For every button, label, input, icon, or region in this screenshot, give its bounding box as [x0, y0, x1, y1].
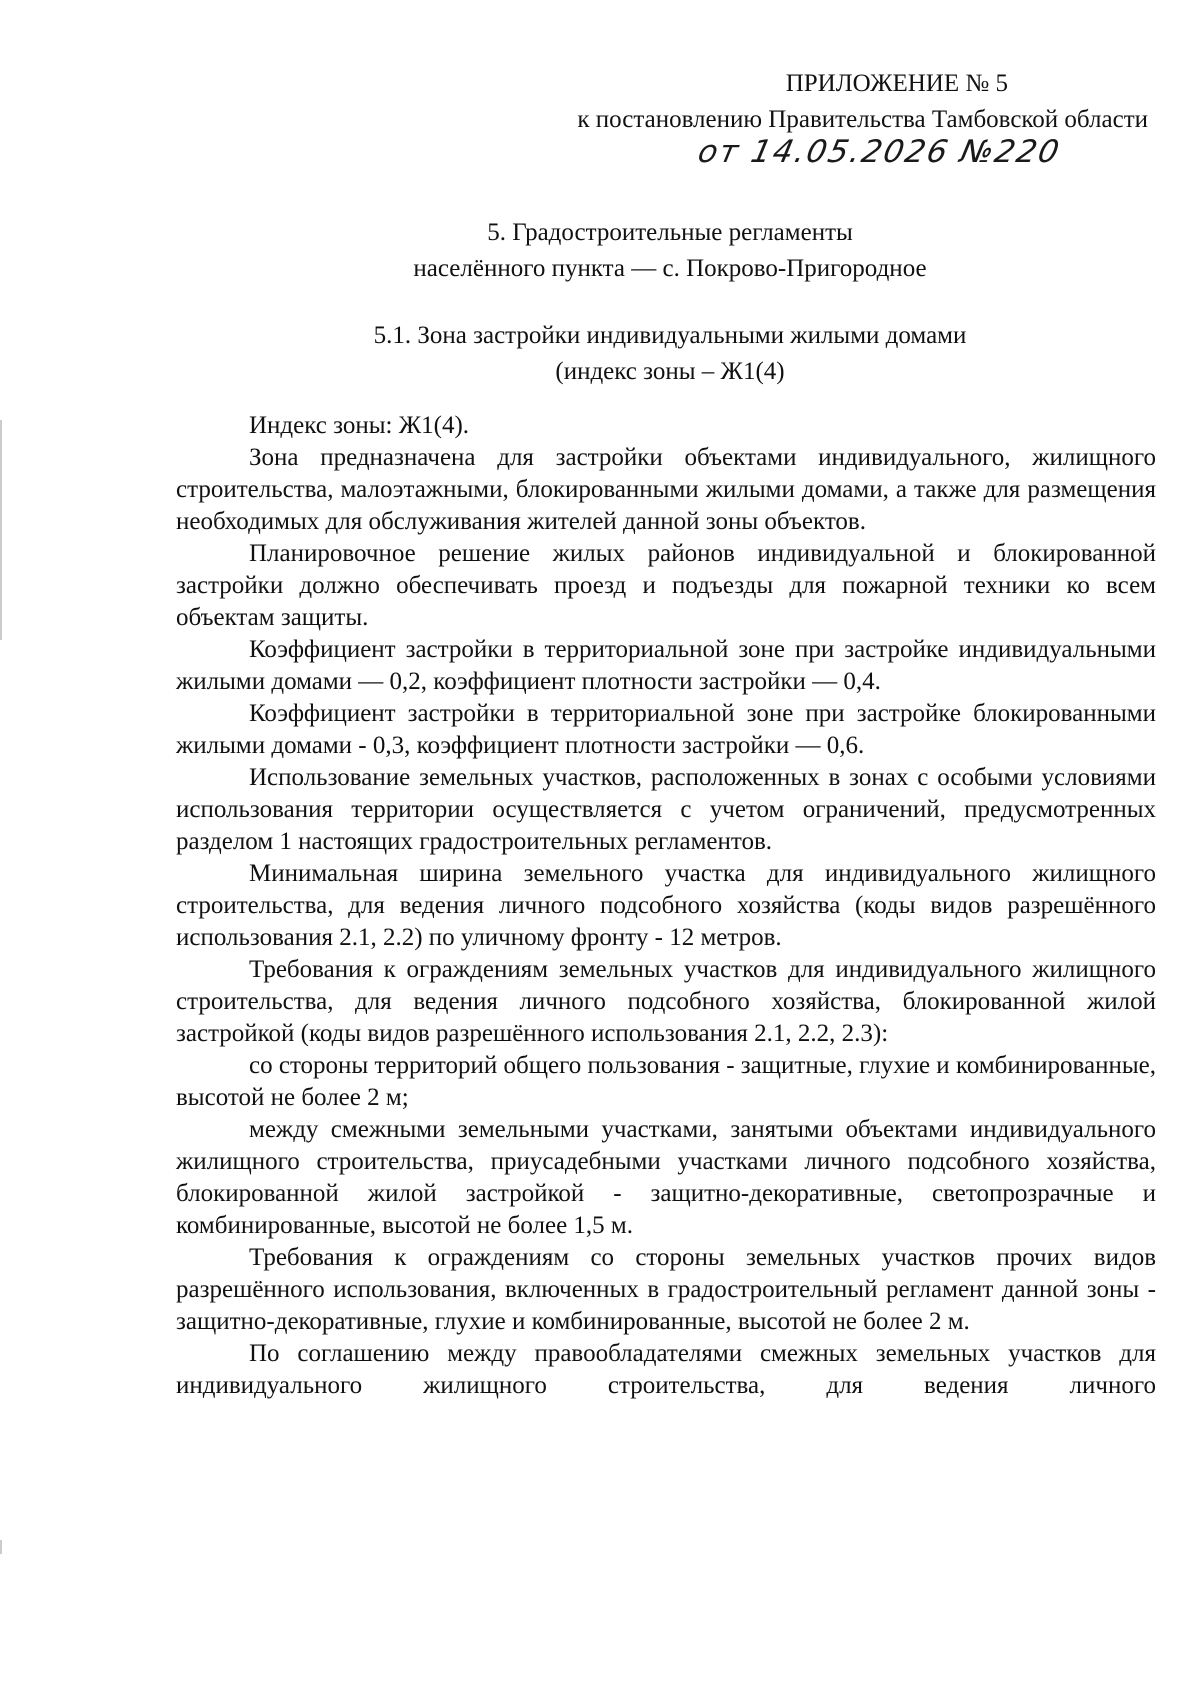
paragraph-fence-requirements: Требования к ограждениям земельных участков для индивидуального жилищного строительства, для ведения личного подсобного хозяйства, блокированной жилой застройкой (коды видов разрешённого использования 2.1, 2.2, 2.3): [176, 956, 1156, 1047]
section-title-line2: населённого пункта — с. Покрово-Пригородное [413, 255, 927, 282]
paragraph-zone-index: Индекс зоны: Ж1(4). [249, 412, 470, 439]
subsection-title-line1: 5.1. Зона застройки индивидуальными жилыми домами [373, 322, 967, 349]
appendix-header [577, 66, 1148, 138]
resolution-reference: к постановлению Правительства Тамбовской области [577, 106, 1148, 133]
paragraph-zone-purpose: Зона предназначена для застройки объектами индивидуального, жилищного строительства, малоэтажными, блокированными жилыми домами, а также для размещения необходимых для обслуживания жителей данной зоны объектов. [176, 444, 1156, 535]
scan-edge-mark [0, 420, 2, 640]
paragraph-fence-between-plots: между смежными земельными участками, занятыми объектами индивидуального жилищного строительства, приусадебными участками личного подсобного хозяйства, блокированной жилой застройкой - защитно-декоративные, светопрозрачные и комбинированные, высотой не более 1,5 м. [176, 1116, 1156, 1239]
paragraph-fence-public-side: со стороны территорий общего пользования - защитные, глухие и комбинированные, высотой не более 2 м; [176, 1052, 1156, 1111]
subsection-title-line2: (индекс зоны – Ж1(4) [555, 358, 785, 385]
paragraph-min-width: Минимальная ширина земельного участка для индивидуального жилищного строительства, для ведения личного подсобного хозяйства (коды видов разрешённого использования 2.1, 2.2) по уличному фронту - 12 метров. [176, 860, 1156, 951]
handwritten-date-number: от 14.05.2026 №220 [694, 134, 1065, 170]
appendix-number: ПРИЛОЖЕНИЕ № 5 [785, 70, 1008, 97]
paragraph-coefficient-blocked: Коэффициент застройки в территориальной зоне при застройке блокированными жилыми домами - 0,3, коэффициент плотности застройки — 0,6. [176, 700, 1156, 759]
subsection-title [0, 318, 1200, 390]
section-title [0, 215, 1200, 287]
document-body [176, 410, 1156, 1402]
paragraph-coefficient-individual: Коэффициент застройки в территориальной зоне при застройке индивидуальными жилыми домами — 0,2, коэффициент плотности застройки — 0,4. [176, 636, 1156, 695]
paragraph-special-conditions: Использование земельных участков, расположенных в зонах с особыми условиями использования территории осуществляется с учетом ограничений, предусмотренных разделом 1 настоящих градостроительных регламентов. [176, 764, 1156, 855]
paragraph-planning: Планировочное решение жилых районов индивидуальной и блокированной застройки должно обеспечивать проезд и подъезды для пожарной техники ко всем объектам защиты. [176, 540, 1156, 631]
paragraph-fence-other-uses: Требования к ограждениям со стороны земельных участков прочих видов разрешённого использования, включенных в градостроительный регламент данной зоны - защитно-декоративные, глухие и комбинированные, высотой не более 2 м. [176, 1244, 1156, 1335]
scan-edge-mark [0, 1540, 2, 1554]
section-title-line1: 5. Градостроительные регламенты [487, 219, 853, 246]
paragraph-agreement: По соглашению между правообладателями смежных земельных участков для индивидуального жилищного строительства, для ведения личного [176, 1340, 1156, 1399]
